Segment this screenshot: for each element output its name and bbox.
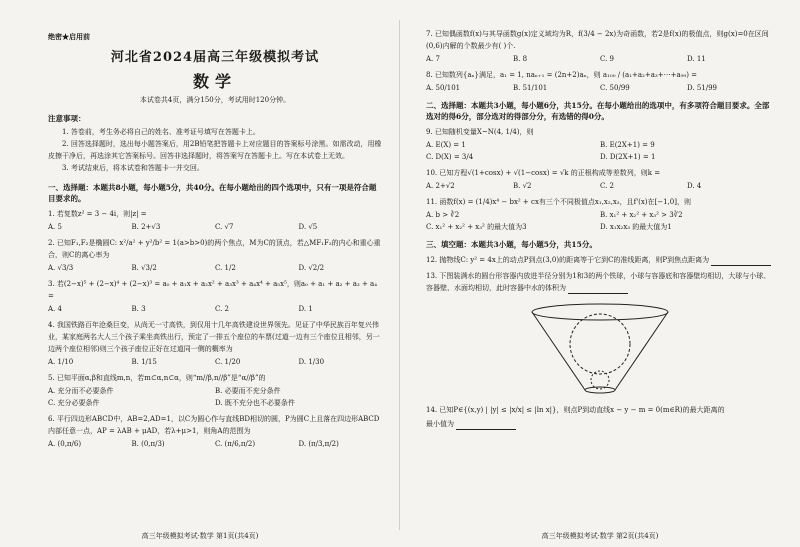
- question-2-options: [48, 262, 382, 274]
- question-9: 9. 已知随机变量X~N(4, 1/4)，则: [426, 128, 534, 136]
- option: C. 充分必要条件: [48, 399, 100, 407]
- option: B. √3/2: [131, 264, 157, 272]
- question-2: 2. 已知F₁,F₂是椭圆C: x²/a² + y²/b² = 1(a>b>0)的两个焦点，M为C的顶点，若△MF₁F₂的内心和重心重合，则C的离心率为: [48, 239, 381, 259]
- option: B. 51/101: [513, 84, 548, 92]
- option: C. 1/20: [215, 358, 241, 366]
- page-footer-2: 高三年级模拟考试·数学 第2页(共4页): [541, 532, 659, 540]
- right-wall: [615, 312, 668, 390]
- option: D. 11: [687, 55, 706, 63]
- question-13: [426, 270, 774, 294]
- option: C. 2: [215, 305, 230, 313]
- question-10-options: [426, 180, 774, 192]
- right-column: [400, 0, 800, 547]
- option: A. 4: [48, 305, 62, 313]
- option: B. √2: [513, 182, 532, 190]
- option: D. 既不充分也不必要条件: [215, 399, 295, 407]
- option: C. 50/99: [600, 84, 630, 92]
- question-12-text: 12. 抛物线C: y² = 4x上的动点P到点(3,0)的距离等于它到C的准线距离，则P到焦点距离为: [426, 256, 710, 264]
- question-4-options: [48, 356, 382, 368]
- option: A. √3/3: [48, 264, 74, 272]
- left-wall: [532, 312, 585, 390]
- question-14-text: 最小值为: [426, 420, 454, 428]
- page-footer-1: 高三年级模拟考试·数学 第1页(共4页): [141, 532, 259, 540]
- section-2-heading: 二、选择题：本题共3小题，每小题6分，共15分。在每小题给出的选项中，有多项符合题目要求。全部选对的得6分，部分选对的得部分分，有选错的得0分。: [426, 101, 770, 121]
- option: B. (0,π/3): [131, 440, 165, 448]
- option: D. x₁x₂x₃ 的最大值为1: [600, 223, 672, 231]
- notice-3: 3. 考试结束后，将本试卷和答题卡一并交回。: [62, 164, 204, 172]
- notice-2: 2. 回答选择题时，选出每小题答案后，用2B铅笔把答题卡上对应题目的答案标号涂黑。如需改动，用橡皮擦干净后，再选涂其它答案标号。回答非选择题时，将答案写在答题卡上。写在本试卷上无效。: [48, 140, 382, 160]
- option: C. D(X) = 3/4: [426, 153, 474, 161]
- option: A. 1/10: [48, 358, 74, 366]
- question-3-options: [48, 303, 382, 315]
- question-4: 4. 我国铁路百年沧桑巨变，从尚无一寸高铁，到仅用十几年高铁建设世界领先。见证了中华民族百年复兴伟业，某家庭两名大人三个孩子乘坐高铁出行，预定了一排五个座位的车票(过道一边有三个座位且相邻，另一边两个座位相邻)则三个孩子座位正好在过道同一侧的概率为: [48, 321, 380, 353]
- option: A. 2+√2: [426, 182, 455, 190]
- option: C. 1/2: [215, 264, 236, 272]
- answer-blank: [456, 421, 516, 430]
- question-7-options: [426, 53, 774, 65]
- frustum-with-balls-figure: [525, 300, 675, 400]
- question-3: 3. 若(2−x)⁵ + (2−x)⁴ + (2−x)³ = a₀ + a₁x + a₂x² + a₃x³ + a₄x⁴ + a₅x⁵，则a₀ + a₁ + a₂ + a₃ + a₄ =: [48, 280, 378, 300]
- question-8-options: [426, 82, 774, 94]
- question-1: 1. 若复数z² = 3 − 4i，则|z| =: [48, 210, 147, 218]
- option: A. 5: [48, 223, 62, 231]
- option: B. 必要而不充分条件: [215, 387, 281, 395]
- option: A. 7: [426, 55, 440, 63]
- large-ball: [570, 314, 630, 374]
- option: A. E(X) = 1: [426, 141, 466, 149]
- option: D. 51/99: [687, 84, 717, 92]
- question-6-options: [48, 438, 382, 450]
- option: C. 9: [600, 55, 615, 63]
- option: D. √2/2: [298, 264, 325, 272]
- option: B. x₁² + x₂² + x₃² > 3∛2: [600, 211, 683, 219]
- question-13-text: 13. 下图装满水的圆台形容器内放进半径分别为1和3的两个铁球，小球与容器底和容器壁均相切，大球与小球、容器壁、水面均相切，此时容器中水的体积为: [426, 272, 771, 292]
- option: D. (π/3,π/2): [298, 440, 339, 448]
- question-11-options: [426, 209, 774, 233]
- notice-heading: 注意事项：: [48, 114, 86, 123]
- bottom-base: [585, 387, 615, 393]
- option: B. E(2X+1) = 9: [600, 141, 655, 149]
- question-7: 7. 已知偶函数f(x)与其导函数g(x)定义域均为R，f(3/4 − 2x)为奇函数，若2是f(x)的极值点，则g(x)=0在区间(0,6)内解的个数最少有( )个.: [426, 30, 769, 50]
- option: C. x₁² + x₂² + x₃² 的最大值为3: [426, 223, 527, 231]
- option: D. √5: [298, 223, 318, 231]
- option: D. 1/30: [298, 358, 325, 366]
- option: A. 充分而不必要条件: [48, 387, 114, 395]
- option: A. (0,π/6): [48, 440, 82, 448]
- exam-info: 本试卷共4页，满分150分，考试用时120分钟。: [139, 96, 291, 104]
- question-9-options: [426, 139, 774, 163]
- question-1-options: [48, 221, 382, 233]
- section-1-heading: 一、选择题：本题共8小题，每小题5分，共40分。在每小题给出的四个选项中，只有一项是符合题目要求的。: [48, 183, 377, 203]
- option: A. b > ∛2: [426, 211, 460, 219]
- question-12: [426, 254, 774, 266]
- option: B. 3: [131, 305, 146, 313]
- question-5-options: [48, 385, 382, 409]
- option: C. √7: [215, 223, 234, 231]
- option: D. 4: [687, 182, 702, 190]
- option: D. D(2X+1) = 1: [600, 153, 656, 161]
- option: B. 2+√3: [131, 223, 161, 231]
- question-6: 6. 平行四边形ABCD中，AB=2,AD=1，以C为圆心作与直线BD相切的圆，P为圆C上且落在四边形ABCD内部任意一点，AP = λAB + μAD，若λ+μ>1，则角A的范围为: [48, 415, 380, 435]
- notice-1: 1. 答卷前，考生务必将自己的姓名、准考证号填写在答题卡上。: [62, 128, 260, 136]
- question-10: 10. 已知方程√(1+cosx) + √(1−cosx) = √k 的正根构成等差数列，则k =: [426, 169, 661, 177]
- question-8: 8. 已知数列{aₙ}满足，a₁ = 1, naₙ₊₁ = (2n+2)aₙ，则 a₁₀₀ / (a₁+a₂+a₃+⋯+a₉₉) =: [426, 71, 698, 79]
- secret-label: 绝密★启用前: [48, 32, 90, 41]
- option: D. 1: [298, 305, 313, 313]
- subject-title: 数学: [192, 72, 237, 91]
- option: A. 50/101: [426, 84, 461, 92]
- question-14: 14. 已知P∈{(x,y) | |y| ≤ |x/x| ≤ |ln x|}，则点P到动直线x − y − m = 0(m∈R)的最大距离的: [426, 406, 725, 414]
- question-5: 5. 已知平面α,β和直线m,n，若m⊂α,n⊂α，则“m//β,n//β”是“α//β”的: [48, 374, 266, 382]
- answer-blank: [711, 257, 771, 266]
- exam-title: 河北省2024届高三年级模拟考试: [110, 50, 320, 65]
- option: C. (π/6,π/2): [215, 440, 256, 448]
- section-3-heading: 三、填空题：本题共3小题，每小题5分，共15分。: [426, 240, 597, 249]
- question-11: 11. 函数f(x) = (1/4)x⁴ − bx² + cx有三个不同极值点x₁,x₂,x₃，且f'(x)在[−1,0]，则: [426, 198, 691, 206]
- question-14-continued: [426, 418, 774, 430]
- option: B. 1/15: [131, 358, 157, 366]
- option: C. 2: [600, 182, 615, 190]
- answer-blank: [568, 285, 628, 294]
- option: B. 8: [513, 55, 528, 63]
- top-rim: [532, 304, 668, 320]
